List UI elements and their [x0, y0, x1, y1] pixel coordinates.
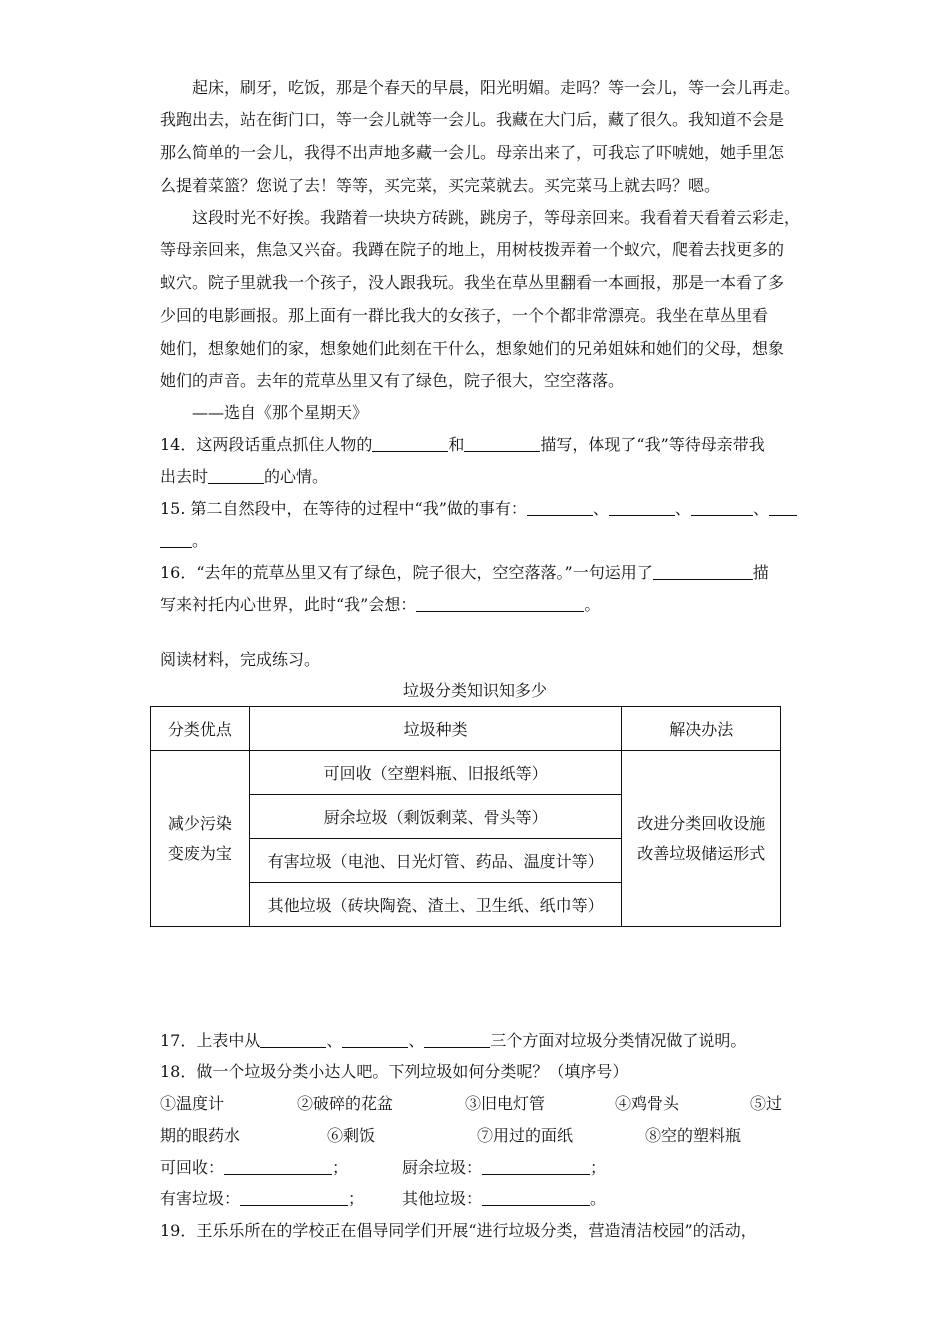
option-3: ③旧电灯管	[465, 1094, 546, 1113]
label-recyclable: 可回收：	[160, 1158, 225, 1177]
waste-sorting-table	[150, 706, 781, 927]
type-other: 其他垃圾（砖块陶瓷、渣土、卫生纸、纸巾等）	[249, 883, 622, 927]
option-5: ⑤过	[750, 1094, 783, 1113]
q16-blank-1[interactable]	[653, 563, 753, 580]
semi-1: ；	[332, 1158, 349, 1177]
passage-line-7: 蚁穴。院子里就我一个孩子，没人跟我玩。我坐在草丛里翻看一本画报，那是一本看了多	[160, 273, 785, 292]
question-19: 19．王乐乐所在的学校正在倡导同学们开展“进行垃圾分类，营造清洁校园”的活动，	[160, 1221, 757, 1240]
blank-recyclable[interactable]	[224, 1158, 332, 1175]
option-2: ②破碎的花盆	[297, 1094, 394, 1113]
q14-blank-2[interactable]	[464, 435, 540, 452]
semi-3: ；	[348, 1189, 365, 1208]
passage-line-3: 那么简单的一会儿，我得不出声地多藏一会儿。母亲出来了，可我忘了吓唬她，她手里怎	[160, 143, 785, 162]
question-16-line-1	[160, 563, 769, 583]
passage-source: ——选自《那个星期天》	[192, 403, 369, 422]
q16-end: 。	[584, 595, 601, 614]
q14-text-3: 描写，体现了“我”等待母亲带我	[540, 435, 765, 454]
instruction: 阅读材料，完成练习。	[160, 650, 321, 669]
passage-line-2: 我跑出去，站在街门口，等一会儿就等一会儿。我藏在大门后，藏了很久。我知道不会是	[160, 110, 785, 129]
passage-line-4: 么提着菜篮？您说了去！等等，买完菜，买完菜就去。买完菜马上就去吗？嗯。	[160, 176, 721, 195]
table-title: 垃圾分类知识知多少	[402, 681, 547, 700]
q17-sep-1: 、	[326, 1031, 343, 1050]
option-7: ⑦用过的面纸	[477, 1126, 574, 1145]
advantage-1: 减少污染	[167, 813, 232, 833]
q15-sep-1: 、	[592, 499, 609, 518]
passage-line-1: 起床，刷牙，吃饭，那是个春天的早晨，阳光明媚。走吗？等一会儿，等一会儿再走。	[192, 78, 801, 97]
q14-text-5: 的心情。	[264, 467, 329, 486]
question-18: 18．做一个垃圾分类小达人吧。下列垃圾如何分类呢？（填序号）	[160, 1062, 629, 1081]
q17-blank-1[interactable]	[260, 1031, 326, 1048]
answer-hazardous	[160, 1189, 364, 1209]
solution-1: 改进分类回收设施	[637, 813, 766, 833]
advantages-cell	[151, 751, 250, 927]
label-other: 其他垃圾：	[402, 1189, 483, 1208]
answer-other	[402, 1189, 606, 1209]
q15-blank-2[interactable]	[609, 499, 675, 516]
q17-blank-3[interactable]	[424, 1031, 490, 1048]
question-14-line-1	[160, 435, 765, 455]
q14-blank-1[interactable]	[372, 435, 448, 452]
passage-line-6: 等母亲回来，焦急又兴奋。我蹲在院子的地上，用树枝拨弄着一个蚁穴，爬着去找更多的	[160, 240, 785, 259]
passage-line-9: 她们，想象她们的家，想象她们此刻在干什么，想象她们的兄弟姐妹和她们的父母，想象	[160, 339, 785, 358]
question-14-line-2	[160, 467, 328, 487]
advantage-2: 变废为宝	[167, 843, 232, 863]
table-header-row	[151, 707, 781, 751]
question-15-line-1	[160, 499, 797, 519]
q14-text-4: 出去时	[160, 467, 209, 486]
option-4: ④鸡骨头	[615, 1094, 680, 1113]
q15-blank-4[interactable]	[769, 499, 797, 516]
header-solutions: 解决办法	[622, 707, 781, 751]
q14-blank-3[interactable]	[208, 467, 264, 484]
passage-line-8: 少回的电影画报。那上面有一群比我大的女孩子，一个个都非常漂亮。我坐在草丛里看	[160, 306, 769, 325]
solutions-cell	[622, 751, 781, 927]
q16-text-3: 写来衬托内心世界，此时“我”会想：	[160, 595, 417, 614]
question-17	[160, 1031, 746, 1051]
q15-sep-2: 、	[674, 499, 691, 518]
answer-kitchen	[402, 1158, 606, 1178]
q15-text: 15. 第二自然段中，在等待的过程中“我”做的事有：	[160, 499, 527, 518]
question-16-line-2	[160, 595, 600, 615]
end-18: 。	[590, 1189, 607, 1208]
q15-blank-4-cont[interactable]	[160, 531, 192, 548]
q15-blank-1[interactable]	[527, 499, 593, 516]
passage-line-5: 这段时光不好挨。我踏着一块块方砖跳，跳房子，等母亲回来。我看着天看着云彩走，	[192, 208, 801, 227]
type-hazardous: 有害垃圾（电池、日光灯管、药品、温度计等）	[249, 839, 622, 883]
q15-end: 。	[192, 531, 209, 550]
table-row	[151, 751, 781, 795]
semi-2: ；	[590, 1158, 607, 1177]
option-5-cont: 期的眼药水	[160, 1126, 241, 1145]
header-advantages: 分类优点	[151, 707, 250, 751]
q16-blank-2[interactable]	[416, 595, 584, 612]
header-types: 垃圾种类	[249, 707, 622, 751]
blank-other[interactable]	[482, 1189, 590, 1206]
q17-sep-2: 、	[408, 1031, 425, 1050]
option-8: ⑧空的塑料瓶	[645, 1126, 742, 1145]
label-kitchen: 厨余垃圾：	[402, 1158, 483, 1177]
solution-2: 改善垃圾储运形式	[637, 843, 766, 863]
type-recyclable: 可回收（空塑料瓶、旧报纸等）	[249, 751, 622, 795]
q14-text-2: 和	[448, 435, 465, 454]
option-1: ①温度计	[160, 1094, 225, 1113]
q15-blank-3[interactable]	[691, 499, 753, 516]
q17-text-1: 17．上表中从	[160, 1031, 261, 1050]
q16-text-1: 16．“去年的荒草丛里又有了绿色，院子很大，空空落落。”一句运用了	[160, 563, 653, 582]
q17-text-2: 三个方面对垃圾分类情况做了说明。	[490, 1031, 747, 1050]
q17-blank-2[interactable]	[342, 1031, 408, 1048]
q14-text-1: 14．这两段话重点抓住人物的	[160, 435, 373, 454]
q16-text-2: 描	[752, 563, 769, 582]
blank-hazardous[interactable]	[240, 1189, 348, 1206]
blank-kitchen[interactable]	[482, 1158, 590, 1175]
q15-sep-3: 、	[752, 499, 769, 518]
answer-recyclable	[160, 1158, 348, 1178]
type-kitchen: 厨余垃圾（剩饭剩菜、骨头等）	[249, 795, 622, 839]
label-hazardous: 有害垃圾：	[160, 1189, 241, 1208]
passage-line-10: 她们的声音。去年的荒草丛里又有了绿色，院子很大，空空落落。	[160, 371, 625, 390]
question-15-line-2	[160, 531, 208, 551]
option-6: ⑥剩饭	[327, 1126, 376, 1145]
